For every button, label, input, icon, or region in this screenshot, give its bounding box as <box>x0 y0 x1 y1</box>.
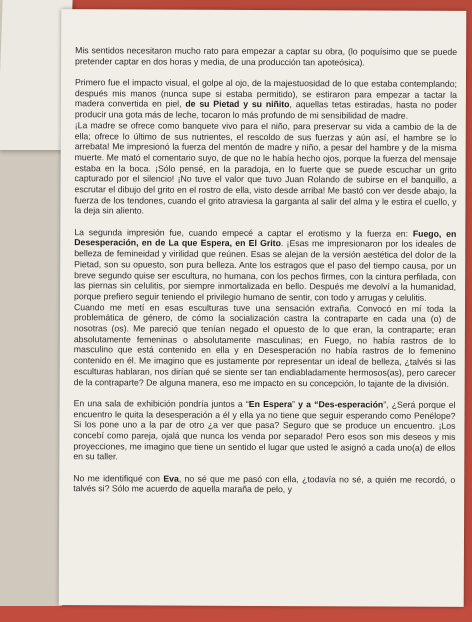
text-run: , aquellas tetas estiradas, hasta no poder producir una gota más de leche, tocaron lo más profundo de mi sensibilidad de madre. <box>74 99 457 121</box>
paragraph <box>74 227 456 304</box>
bold-text-run: de su Pietad y su niñito <box>185 99 290 110</box>
text-run: En una sala de exhibición pondría juntos a “ <box>73 398 249 409</box>
paragraph <box>73 398 455 464</box>
document-body <box>73 45 457 506</box>
bold-text-run: Eva <box>163 473 179 484</box>
bold-text-run: Fuego, en Desesperación, en de La que Espera, en El Grito <box>74 228 457 249</box>
paragraph <box>74 120 456 218</box>
text-run: Primero fue el impacto visual, el golpe al ojo, de la majestuosidad de lo que estaba contemplando; después mis manos (nunca supe si estaba permitido), se estiraron para empezar a tactar la madera convertida en piel, <box>74 77 458 110</box>
text-run: ¡La madre se ofrece como banquete vivo para el niño, para preservar su vida a cambio de la de ella; ofrece lo último de sus nutrientes, el rescoldo de sus fuerzas y aún así, el hambre se lo arrebata! Me impresionó la fuerza del mentón de madre y niño, a pesar del hambre y de la misma muerte. Me mató el comentario suyo, de que no le había hecho ojos, porque la fuerza del mensaje estaba en la boca. ¡Sólo pensé, en la paradoja, en lo fuerte que se puede escuchar un grito capturado por el silencio! ¡No tuve el valor que tuvo Juan Rolando de subirse en el banquillo, a escrutar el dibujo del grito en el rostro de ella, visto desde arriba! Me bastó con ver desde abajo, la fuerza de los tendones, cuando el grito atraviesa la garganta al salir del alma y le estira el cuello, y la deja sin aliento. <box>74 119 457 216</box>
paragraph <box>74 302 456 389</box>
text-run: Cuando me metí en esas esculturas tuve una sensación extraña. Convocó en mí toda la problemática de género, de cómo la socialización castra la contraparte en cada una (o) de nosotras (os). Me pareció que tenían negado el opuesto de lo que eran, la contraparte; eran absolutamente femeninas o absolutamente masculinas; en Fuego, no había rastros de lo masculino que está contenido en ella y en Desesperación no había rastros de lo femenino contenido en él. Me imagino que es justamente por representar un ideal de belleza, ¿talvés si las esculturas hablaran, nos dirían qué se siente ser tan endiabladamente hermosos(as), pero carecer de la contraparte? De alguna manera, eso me impacto en su concepción, lo tajante de la división. <box>73 301 457 389</box>
text-run: , no sé que me pasó con ella, ¿todavía no sé, a quién me recordó, o talvés si? Sólo me acuerdo de aquella maraña de pelo, y <box>73 473 456 495</box>
text-run: No me identifiqué con <box>73 472 164 484</box>
document-page <box>59 9 467 607</box>
text-run: ” <box>292 399 299 410</box>
bold-text-run: En Espera <box>248 398 293 410</box>
desk-edge <box>0 606 472 622</box>
text-run: . ¡Esas me impresionaron por los ideales de belleza de femineidad y virilidad que reúnen. Esas se alejan de la versión aestética del dolor de la Pietad, son su opuesto, son pura belleza. Ante los estragos que el paso del tiempo causa, por un breve segundo quise ser escultura, no humana, con los pechos firmes, con la cintura perfilada, con las piernas sin celulitis, por siempre inmortalizada en bello. Después me devolví a la humanidad, porque prefiero seguir teniendo el privilegio humano de sentir, con todo y arrugas y celulitis. <box>74 238 457 303</box>
text-run: Mis sentidos necesitaron mucho rato para empezar a captar su obra, (lo poquísimo que se puede pretender captar en dos horas y media, de una producción tan apoteósica). <box>75 45 458 68</box>
paragraph <box>73 473 455 496</box>
paragraph <box>75 45 457 68</box>
bold-text-run: y a “Des-esperación <box>298 399 384 410</box>
text-run: ”, ¿Será porque el encuentro le quita la desesperación a él y ella ya no tiene que seguir esperando como Penélope? Si los pone uno a la par de otro ¿a ver que pasa? Seguro que se produce un encuentro. ¡Los concebí como pareja, ojalá que nunca los venda por separado! Pero esos son mis deseos y mis proyecciones, me imagino que tiene un sentido el lugar que usted le asignó a cada uno(a) de ellos en su taller. <box>73 399 456 462</box>
text-run: La segunda impresión fue, cuando empecé a captar el erotismo y la fuerza en: <box>74 226 413 239</box>
paragraph <box>75 77 457 121</box>
